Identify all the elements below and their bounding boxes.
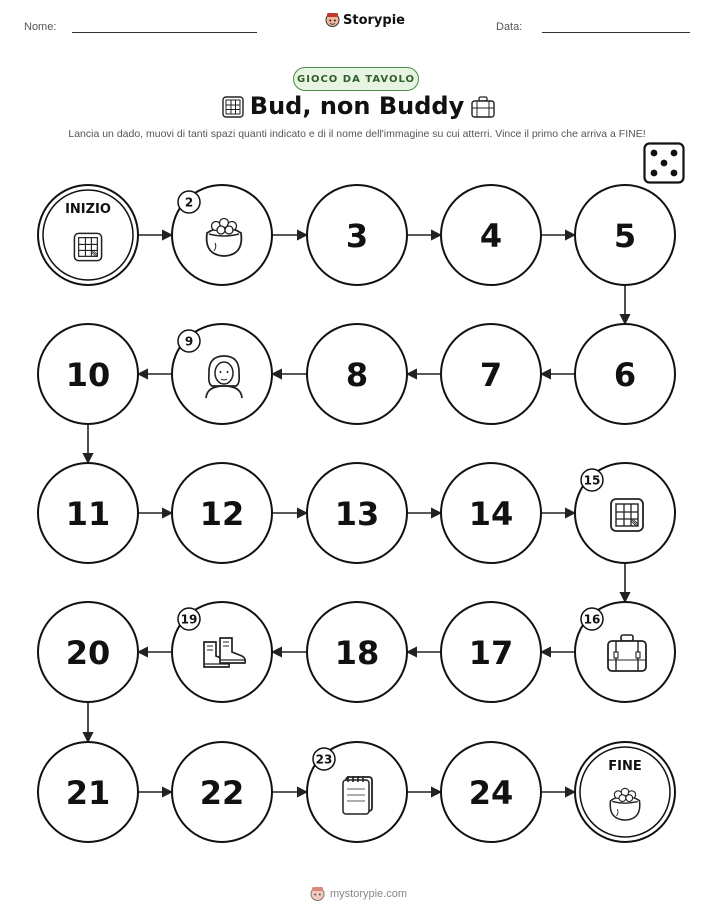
space-number: 3 [345, 217, 369, 255]
board-space-11[interactable] [38, 463, 138, 563]
board-space-25[interactable] [575, 742, 675, 842]
space-number: 14 [468, 495, 514, 533]
space-number: 16 [583, 612, 601, 627]
board-space-7[interactable] [441, 324, 541, 424]
space-number: 13 [334, 495, 380, 533]
category-badge: GIOCO DA TAVOLO [293, 67, 419, 91]
board-space-10[interactable] [38, 324, 138, 424]
space-number: 6 [613, 356, 637, 394]
space-number: 11 [65, 495, 111, 533]
board-space-18[interactable] [307, 602, 407, 702]
space-number: 7 [479, 356, 503, 394]
space-number: 24 [468, 774, 514, 812]
space-number: 2 [184, 195, 194, 210]
page-title: Bud, non Buddy [249, 92, 465, 120]
bag-icon [207, 219, 242, 257]
space-number: 12 [199, 495, 245, 533]
name-label: Nome: [24, 21, 57, 33]
footer [310, 886, 407, 902]
board-space-16[interactable] [575, 602, 675, 702]
board-space-9[interactable] [172, 324, 272, 424]
footer-url[interactable]: mystorypie.com [330, 888, 408, 900]
board-space-23[interactable] [307, 742, 407, 842]
board-space-22[interactable] [172, 742, 272, 842]
board-space-24[interactable] [441, 742, 541, 842]
board-space-8[interactable] [307, 324, 407, 424]
space-number: 15 [583, 473, 601, 488]
board-space-6[interactable] [575, 324, 675, 424]
board-space-19[interactable] [172, 602, 272, 702]
space-number: 22 [199, 774, 245, 812]
space-number: 17 [468, 634, 514, 672]
board-space-4[interactable] [441, 185, 541, 285]
brand-name: Storypie [343, 12, 405, 28]
suitcase-icon [608, 635, 646, 671]
woman-icon [206, 356, 242, 398]
space-number: 10 [65, 356, 111, 394]
board-space-2[interactable] [172, 185, 272, 285]
board-space-13[interactable] [307, 463, 407, 563]
board-space-15[interactable] [575, 463, 675, 563]
space-number: 21 [65, 774, 111, 812]
board-space-21[interactable] [38, 742, 138, 842]
instructions-text: Lancia un dado, muovi di tanti spazi quanti indicato e di il nome dell'immagine su cui atterri. Vince il primo che arriva a FINE! [68, 128, 646, 140]
space-number: 8 [345, 356, 369, 394]
board-space-12[interactable] [172, 463, 272, 563]
space-number: 23 [315, 752, 333, 767]
start-label: INIZIO [65, 202, 111, 217]
bag-icon [610, 788, 640, 820]
space-number: 20 [65, 634, 111, 672]
date-label: Data: [496, 21, 523, 33]
notepad-icon [343, 776, 372, 814]
space-number: 5 [613, 217, 637, 255]
blanket-icon [611, 499, 643, 531]
board-space-5[interactable] [575, 185, 675, 285]
space-number: 9 [184, 334, 194, 349]
board-space-14[interactable] [441, 463, 541, 563]
storypie-mascot-icon [310, 886, 325, 902]
board-space-17[interactable] [441, 602, 541, 702]
space-number: 4 [479, 217, 503, 255]
blanket-icon [74, 233, 101, 260]
board-space-20[interactable] [38, 602, 138, 702]
space-number: 19 [180, 612, 198, 627]
finish-label: FINE [608, 759, 642, 774]
space-number: 18 [334, 634, 380, 672]
board-space-1[interactable] [38, 185, 138, 285]
board-space-3[interactable] [307, 185, 407, 285]
